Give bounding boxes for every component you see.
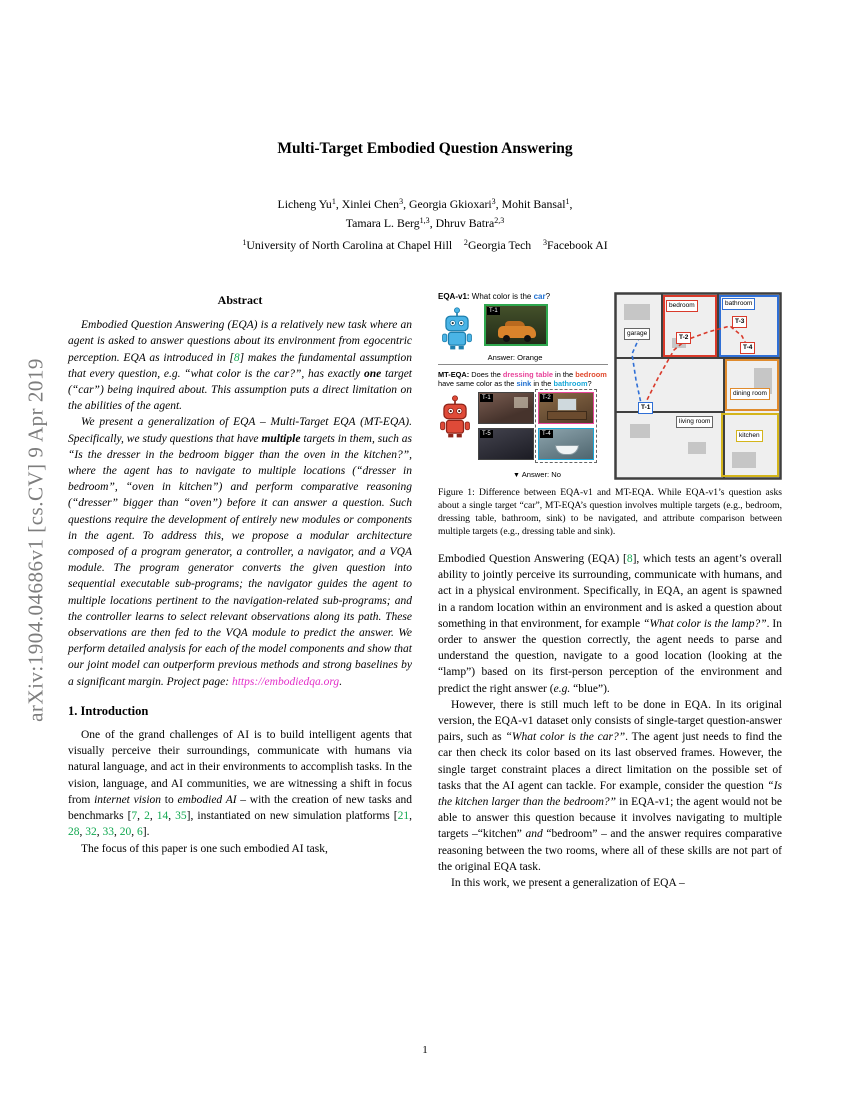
abstract-paragraph-2 [68, 414, 412, 689]
text-segment: However, there is still much left to be done in EQA. In its original version, the EQA-v1 dataset only consists of single-target question-answer pairs, such as [438, 698, 782, 744]
text-segment: , [569, 197, 573, 211]
text-segment: , [79, 826, 86, 839]
text-segment: “What color is the car?” [505, 731, 626, 744]
text-segment: ]. [142, 826, 150, 839]
mt-eqa-frame-3 [478, 428, 534, 460]
text-segment: Does the [469, 370, 503, 379]
floor-plan-map [614, 292, 782, 480]
mt-eqa-answer [478, 467, 596, 484]
text-segment: target (“car”) being inquired about. This assumption puts a direct limitation on the abilities of the agent. [68, 367, 412, 413]
citation[interactable]: 8 [626, 553, 633, 565]
text-segment: , [409, 810, 413, 823]
text-segment: 1 [242, 238, 247, 248]
text-segment: targets in them, such as “Is the dresser in the bedroom bigger than the oven in the kitchen?”, where the agent has to navigate to multiple locations (“dresser in bedroom”, “oven in kitchen”) and perform comparative reasoning (“dresser” bigger than “oven”) before it can answer a question. Such questions require the development of entirely new modules or components in the agent. To address this, we propose a modular architecture composed of a program generator, a controller, a navigator, and a VQA module. The program generator converts the given question into sequential executable sub-programs; the navigator guides the agent to multiple locations pertinent to the navigation-related sub-programs; and the controller learns to select relevant observations along its path. These observations are then fed to the VQA module to predict the answer. We perform detailed analysis for each of the model components and show that our joint model can outperform previous methods and strong baselines by a significant margin. Project page: [68, 432, 412, 688]
authors-line-2 [0, 216, 850, 231]
body-paragraph-1 [438, 551, 782, 697]
text-segment: embodied AI [177, 793, 237, 806]
text-segment: , [96, 826, 103, 839]
text-segment: e.g. [553, 682, 571, 695]
text-segment: . [339, 675, 343, 688]
text-segment: Figure 1: Difference between EQA-v1 and MT-EQA. While EQA-v1’s question asks about a single target “car”, MT-EQA’s question involves multiple targets (e.g., bedroom, dressing table, bathroom, sink) to be navigated, and attribute comparison between multiple targets (e.g., dressing table and sink). [438, 487, 782, 537]
text-segment: in the [531, 379, 554, 389]
text-segment: What color is the [469, 292, 534, 301]
map-marker-t4: T-4 [740, 342, 755, 354]
frame-label: T-4 [542, 431, 551, 437]
text-segment: , [149, 810, 157, 823]
room-label-bedroom: bedroom [666, 300, 698, 312]
text-segment: bathroom [553, 379, 588, 389]
room-label-bathroom: bathroom [722, 298, 755, 310]
text-segment: – with the creation of new tasks and benchmarks [ [68, 793, 412, 823]
figure-divider [438, 364, 608, 365]
floor-plan-svg [614, 292, 782, 480]
text-segment: EQA-v1: [438, 292, 470, 301]
external-link[interactable]: https://embodiedqa.org [231, 675, 340, 688]
citation[interactable]: 14 [156, 810, 169, 823]
text-segment: , [114, 826, 120, 839]
text-segment: Facebook AI [547, 238, 608, 252]
abstract-heading: Abstract [217, 293, 263, 307]
text-segment: “blue”). [570, 682, 610, 695]
body-paragraph-2 [438, 697, 782, 875]
body-paragraph-3 [438, 875, 782, 891]
text-segment: ], instantiated on new simulation platforms [ [186, 810, 398, 823]
left-column [68, 292, 412, 857]
text-segment: 3 [399, 197, 404, 207]
text-segment: , [168, 810, 176, 823]
room-label-dining-room: dining room [730, 388, 770, 400]
text-segment: . In order to answer the question correctly, the agent needs to parse and understand the question, navigate to a good location (looking at the “lamp”) based on its first-person perception of the environment and predict the right answer ( [438, 617, 782, 695]
blue-robot-icon [440, 306, 474, 352]
section-heading-introduction: 1. Introduction [68, 703, 149, 718]
citation[interactable]: 20 [119, 826, 132, 839]
text-segment: ], which tests an agent’s overall ability to jointly perceive its surrounding, communicate with humans, and act in a physical environment. Specifically, in EQA, an agent is spawned in a random location within an environment and is asked a question about something in that environment, for example [438, 553, 782, 630]
eqa-v1-question [438, 292, 610, 302]
text-segment: and [525, 828, 543, 841]
frame-label: T-1 [482, 395, 491, 401]
mt-eqa-question [438, 370, 610, 389]
text-segment: , [137, 810, 145, 823]
mt-eqa-frame-1 [478, 392, 534, 424]
red-robot-icon [438, 394, 472, 440]
text-segment: , Xinlei Chen [335, 197, 400, 211]
text-segment: Tamara L. Berg [345, 216, 420, 230]
page-number: 1 [422, 1044, 428, 1056]
text-segment: “bedroom” – and the answer requires comparative reasoning between the two rooms, where all of these skills are not part of the original EQA task. [438, 828, 782, 873]
text-segment: Embodied Question Answering (EQA) [ [438, 553, 627, 565]
right-column [438, 292, 782, 891]
text-segment: “What color is the lamp?” [643, 617, 767, 630]
citation[interactable]: 21 [397, 810, 410, 823]
intro-paragraph-1 [68, 727, 412, 840]
text-segment: , [131, 826, 137, 839]
text-segment: Licheng Yu [277, 197, 332, 211]
citation[interactable]: 28 [68, 826, 80, 839]
down-arrow-icon: ▼ [513, 472, 520, 479]
room-label-kitchen: kitchen [736, 430, 763, 442]
text-segment: to [161, 793, 178, 806]
window-shape [514, 397, 528, 408]
citation[interactable]: 35 [175, 810, 187, 823]
text-segment: 1 [565, 197, 570, 207]
affiliations [0, 238, 850, 253]
text-segment: car [533, 292, 546, 301]
text-segment: One of the grand challenges of AI is to build intelligent agents that visually perceive their surroundings, communicate with humans via natural language, and act in their environments to accomplish tasks. In the vision, language, and AI communities, we are witnessing a shift in focus from [68, 729, 412, 806]
text-segment: ] makes the fundamental assumption that every question, e.g. “what color is the car?”, has exactly [68, 351, 412, 380]
text-segment: ? [545, 292, 551, 301]
frame-label: T-2 [542, 395, 551, 401]
text-segment: , Georgia Gkioxari [403, 197, 492, 211]
text-segment: Embodied Question Answering (EQA) is a relatively new task where an agent is asked to answer questions about its environment from egocentric perception. EQA as introduced in [ [68, 319, 412, 364]
eqa-v1-frame-car [484, 304, 548, 346]
frame-label: T-1 [489, 308, 498, 314]
text-segment: dressing table [502, 370, 553, 379]
text-segment: 3 [543, 238, 548, 248]
citation[interactable]: 32 [85, 826, 97, 839]
abstract-paragraph-1 [68, 317, 412, 414]
intro-paragraph-2 [68, 841, 412, 857]
text-segment: have same color as the [438, 379, 517, 389]
text-segment: , Mohit Bansal [495, 197, 566, 211]
text-segment: “Is the kitchen larger than the bedroom?” [438, 779, 782, 809]
eqa-v1-answer: Answer: Orange [487, 353, 543, 362]
text-segment: 1,3 [419, 216, 430, 226]
text-segment: 2,3 [494, 216, 505, 226]
citation[interactable]: 8 [233, 351, 240, 364]
map-marker-t1: T-1 [638, 402, 653, 414]
map-marker-t2: T-2 [676, 332, 691, 344]
citation[interactable]: 2 [144, 810, 150, 823]
room-label-garage: garage [624, 328, 650, 340]
text-segment: In this work, we present a generalization of EQA – [451, 877, 685, 890]
room-label-living-room: living room [676, 416, 713, 428]
figure-1-caption [438, 486, 782, 538]
citation[interactable]: 6 [137, 826, 143, 839]
text-segment: internet vision [94, 793, 162, 806]
authors-line-1 [0, 197, 850, 212]
text-segment: The focus of this paper is one such embodied AI task, [81, 842, 328, 855]
text-segment: in EQA-v1; the agent would not be able to answer this question because it involves navigating to multiple targets –“kitchen” [438, 796, 782, 841]
text-segment: multiple [261, 432, 301, 445]
text-segment: 3 [491, 197, 496, 207]
text-segment: ? [587, 379, 592, 389]
text-segment: . The agent just needs to find the car then check its color based on its last observed frames. However, the single target constraint places a direct limitation on the possible set of tasks that the AI agent can tackle. For example, consider the question [438, 731, 783, 792]
text-segment: We present a generalization of EQA – Multi-Target EQA (MT-EQA). Specifically, we study questions that have [68, 416, 412, 445]
text-segment: , Dhruv Batra [429, 216, 495, 230]
text-segment: sink [516, 379, 532, 389]
text-segment: bedroom [575, 370, 607, 379]
citation[interactable]: 33 [102, 826, 114, 839]
citation[interactable]: 7 [131, 810, 138, 823]
text-segment: 1 [331, 197, 336, 207]
mt-eqa-answer-text: Answer: No [521, 470, 561, 479]
map-marker-t3: T-3 [732, 316, 747, 328]
arxiv-watermark: arXiv:1904.04686v1 [cs.CV] 9 Apr 2019 [23, 358, 48, 722]
text-segment: 2 [463, 238, 468, 248]
text-segment: in the [553, 370, 576, 379]
frame-label: T-5 [482, 431, 491, 437]
paper-title: Multi-Target Embodied Question Answering [277, 140, 573, 157]
text-segment: one [363, 367, 382, 380]
text-segment: Georgia Tech [467, 238, 544, 252]
figure-1 [438, 292, 782, 480]
text-segment: MT-EQA: [438, 370, 470, 379]
text-segment: University of North Carolina at Chapel Hill [246, 238, 464, 252]
